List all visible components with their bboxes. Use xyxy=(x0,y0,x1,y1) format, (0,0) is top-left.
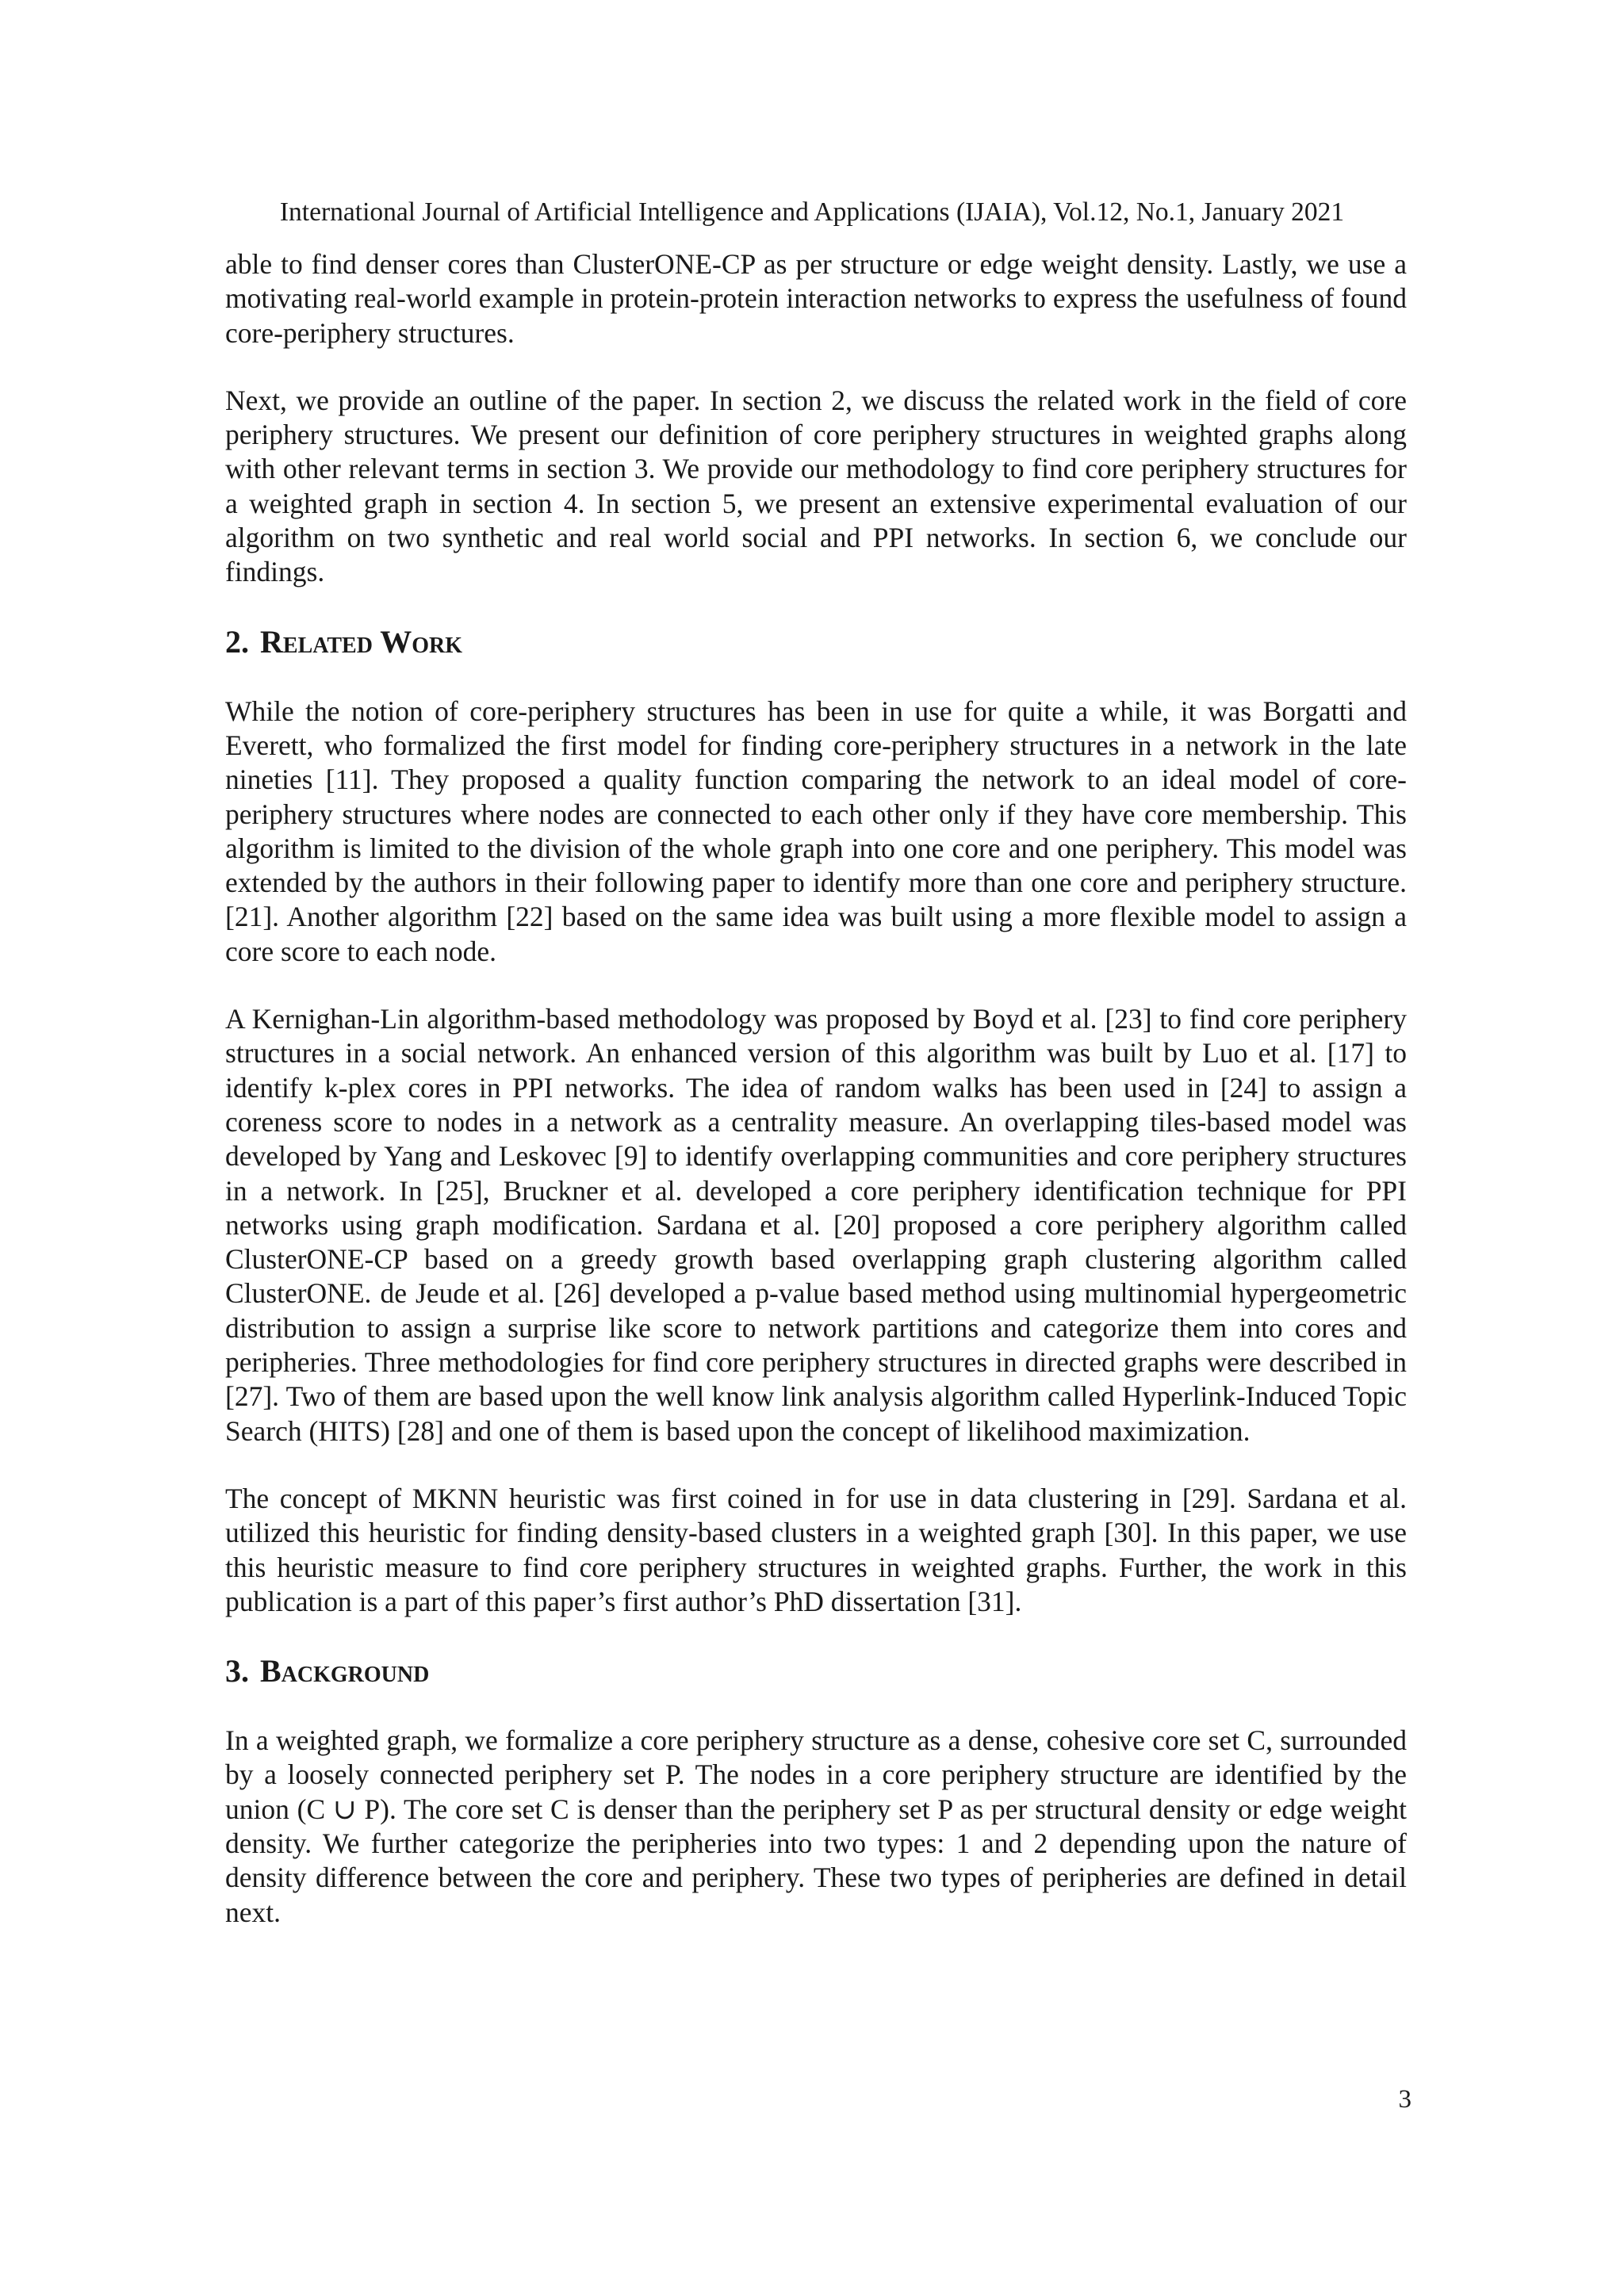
section-2-paragraph-3: The concept of MKNN heuristic was first coined in for use in data clustering in [29]. Sardana et al. utilized this heuristic for finding density-based clusters in a weighted graph [30]. In this paper, we use this heuristic measure to find core periphery structures in weighted graphs. Further, the work in this publication is a part of this paper’s first author’s PhD dissertation [31]. xyxy=(225,1482,1407,1617)
section-3-number: 3. xyxy=(225,1653,249,1689)
paragraph-gap xyxy=(225,1448,1407,1482)
section-gap xyxy=(225,590,1407,623)
section-3-paragraph-1: In a weighted graph, we formalize a core periphery structure as a dense, cohesive core set C, surrounded by a loosely connected periphery set P. The nodes in a core periphery structure are identified by the union (C ∪ P). The core set C is denser than the periphery set P as per structural density or edge weight density. We further categorize the peripheries into two types: 1 and 2 depending upon the nature of density difference between the core and periphery. These two types of peripheries are defined in detail next. xyxy=(225,1724,1407,1928)
page-number: 3 xyxy=(1398,2085,1411,2114)
running-header: International Journal of Artificial Intelligence and Applications (IJAIA), Vol.12, No.1, January 2021 xyxy=(279,197,1345,227)
section-2-paragraph-1: While the notion of core-periphery structures has been in use for quite a while, it was Borgatti and Everett, who formalized the first model for finding core-periphery structures in a network in the late nineties [11]. They proposed a quality function comparing the network to an ideal model of core-periphery structures where nodes are connected to each other only if they have core membership. This algorithm is limited to the division of the whole graph into one core and one periphery. This model was extended by the authors in their following paper to identify more than one core and periphery structure. [21]. Another algorithm [22] based on the same idea was built using a more flexible model to assign a core score to each node. xyxy=(225,695,1407,967)
section-3-heading xyxy=(225,1652,1407,1690)
section-3-title: Background xyxy=(260,1653,430,1689)
section-2-heading xyxy=(225,623,1407,661)
section-2-number: 2. xyxy=(225,623,249,660)
paragraph-gap xyxy=(225,969,1407,1002)
section-gap xyxy=(225,1690,1407,1724)
section-2-title: Related Work xyxy=(260,623,463,660)
section-2-paragraph-2: A Kernighan-Lin algorithm-based methodology was proposed by Boyd et al. [23] to find core periphery structures in a social network. An enhanced version of this algorithm was built by Luo et al. [17] to identify k-plex cores in PPI networks. The idea of random walks has been used in [24] to assign a coreness score to nodes in a network as a centrality measure. An overlapping tiles-based model was developed by Yang and Leskovec [9] to identify overlapping communities and core periphery structures in a network. In [25], Bruckner et al. developed a core periphery identification technique for PPI networks using graph modification. Sardana et al. [20] proposed a core periphery algorithm called ClusterONE-CP based on a greedy growth based overlapping graph clustering algorithm called ClusterONE. de Jeude et al. [26] developed a p-value based method using multinomial hypergeometric distribution to assign a surprise like score to network partitions and categorize them into cores and peripheries. Three methodologies for find core periphery structures in directed graphs were described in [27]. Two of them are based upon the well know link analysis algorithm called Hyperlink-Induced Topic Search (HITS) [28] and one of them is based upon the concept of likelihood maximization. xyxy=(225,1003,1407,1447)
intro-paragraph-1: able to find denser cores than ClusterONE-CP as per structure or edge weight density. Lastly, we use a motivating real-world example in protein-protein interaction networks to express the usefulness of found core-periphery structures. xyxy=(225,248,1407,349)
paragraph-gap xyxy=(225,350,1407,384)
page-body xyxy=(225,247,1407,1930)
section-gap xyxy=(225,1619,1407,1652)
intro-paragraph-2: Next, we provide an outline of the paper. In section 2, we discuss the related work in the field of core periphery structures. We present our definition of core periphery structures in weighted graphs along with other relevant terms in section 3. We provide our methodology to find core periphery structures for a weighted graph in section 4. In section 5, we present an extensive experimental evaluation of our algorithm on two synthetic and real world social and PPI networks. In section 6, we conclude our findings. xyxy=(225,384,1407,588)
section-gap xyxy=(225,661,1407,695)
